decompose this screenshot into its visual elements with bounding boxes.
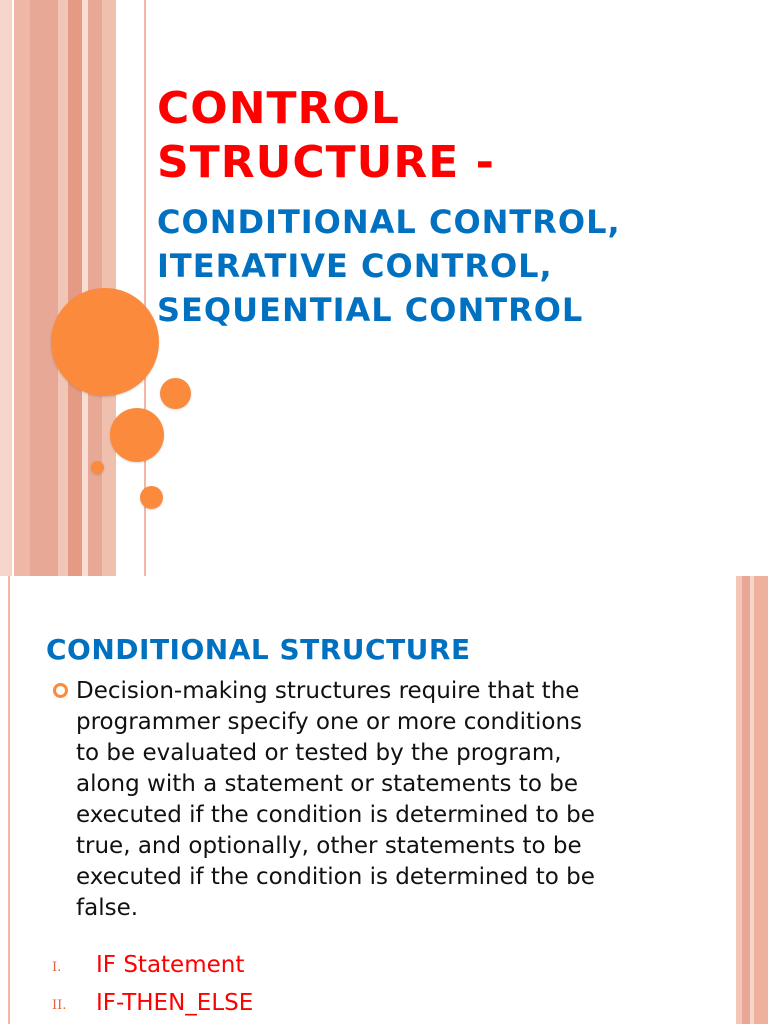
slide-title-line1: CONTROL — [157, 83, 400, 134]
slide-title — [157, 82, 495, 190]
decorative-stripe — [30, 0, 58, 576]
decorative-stripe — [742, 576, 750, 1024]
decorative-circle — [91, 461, 104, 474]
bullet-ring-icon — [53, 683, 68, 698]
decorative-stripe — [14, 0, 30, 576]
decorative-circle — [51, 288, 159, 396]
slide-title-line2: STRUCTURE - — [157, 137, 495, 188]
subtitle-line: CONDITIONAL CONTROL, — [157, 203, 621, 241]
body-line: to be evaluated or tested by the program, — [76, 740, 562, 766]
decorative-stripe — [68, 0, 82, 576]
content-slide — [0, 576, 768, 1024]
body-line: true, and optionally, other statements to be — [76, 833, 582, 859]
slide-subtitle — [157, 200, 747, 332]
decorative-circle — [110, 408, 164, 462]
decorative-stripe — [0, 0, 12, 576]
list-text: IF Statement — [96, 952, 245, 978]
decorative-circle — [140, 486, 163, 509]
decorative-stripe — [58, 0, 68, 576]
body-paragraph — [76, 676, 666, 924]
decorative-divider-line — [8, 576, 10, 1024]
list-text: IF-THEN_ELSE — [96, 990, 254, 1016]
subtitle-line: SEQUENTIAL CONTROL — [157, 291, 584, 329]
decorative-circle — [160, 378, 191, 409]
body-line: false. — [76, 895, 139, 921]
body-line: programmer specify one or more conditions — [76, 709, 583, 735]
body-line: executed if the condition is determined to be — [76, 802, 595, 828]
body-line: Decision-making structures require that the — [76, 678, 580, 704]
decorative-stripe — [754, 576, 768, 1024]
section-heading: CONDITIONAL STRUCTURE — [46, 633, 471, 666]
subtitle-line: ITERATIVE CONTROL, — [157, 247, 553, 285]
list-number: II. — [52, 998, 67, 1013]
body-line: along with a statement or statements to be — [76, 771, 578, 797]
body-line: executed if the condition is determined to be — [76, 864, 595, 890]
list-number: I. — [52, 960, 62, 975]
